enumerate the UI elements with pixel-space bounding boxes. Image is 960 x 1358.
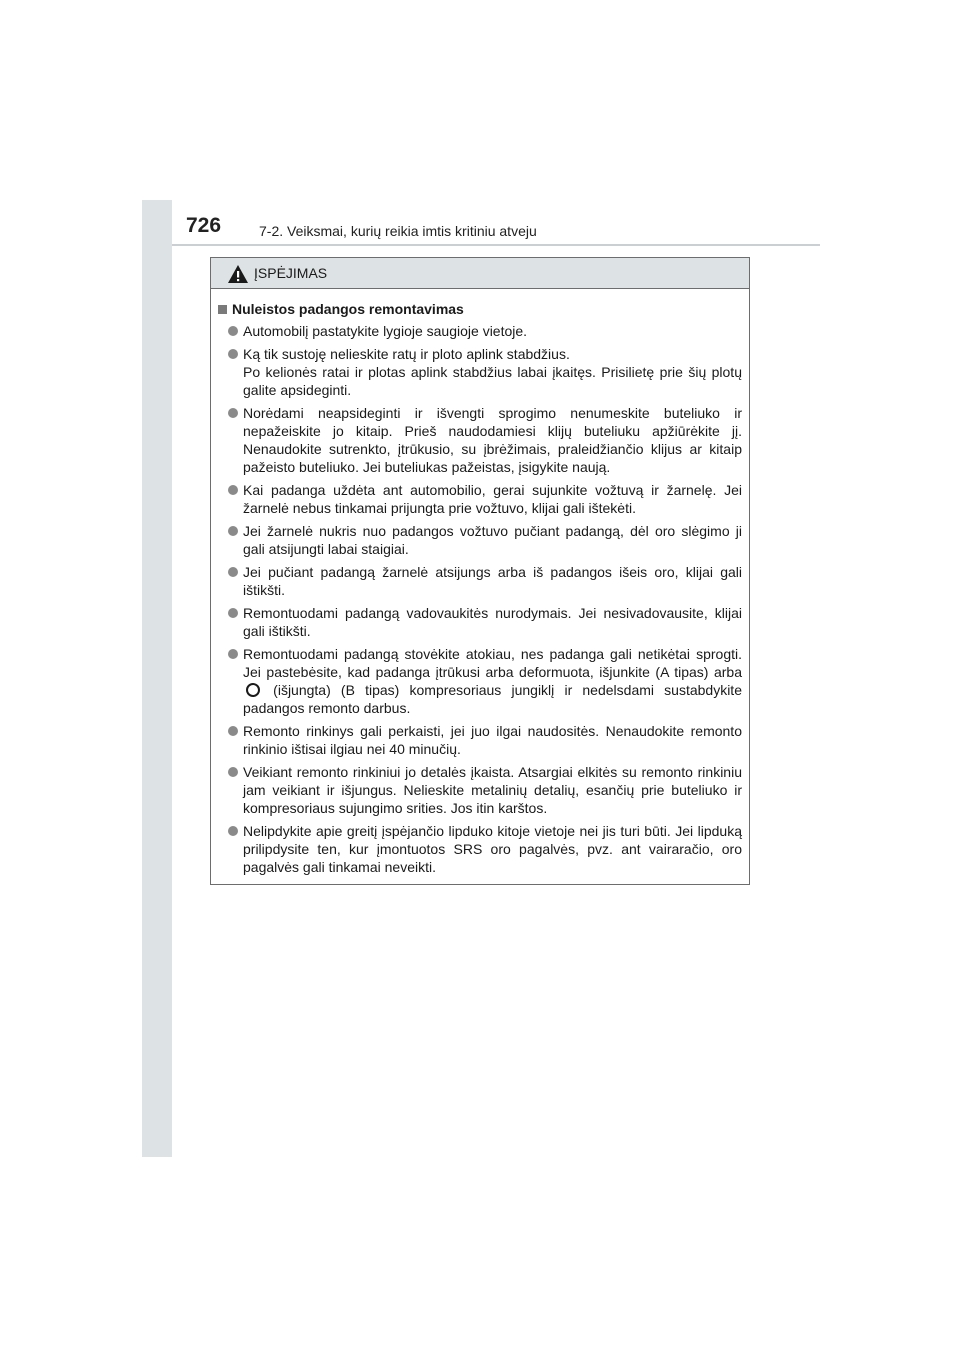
header-divider [172,244,820,246]
bullet-icon [228,826,238,836]
list-item [217,722,742,758]
list-item-text: (išjungta) (B tipas) kompresoriaus jungiklį ir nedelsdami sustabdykite padangos remonto darbus. [243,682,742,716]
list-item [217,404,742,476]
warning-body [211,289,749,876]
page-number: 726 [186,214,222,237]
bullet-icon [228,649,238,659]
off-circle-icon [246,683,260,697]
list-item [217,645,742,717]
list-item [217,345,742,399]
list-item-text: Automobilį pastatykite lygioje saugioje vietoje. [243,323,528,339]
list-item-text: Jei žarnelė nukris nuo padangos vožtuvo pučiant padangą, dėl oro slėgimo ji gali atsijungti labai staigiai. [243,523,742,557]
section-title: 7-2. Veiksmai, kurių reikia imtis kritiniu atveju [259,223,537,239]
bullet-icon [228,408,238,418]
bullet-icon [228,767,238,777]
list-item [217,522,742,558]
list-item [217,322,742,340]
bullet-icon [228,526,238,536]
list-item-text: Veikiant remonto rinkiniui jo detalės įkaista. Atsargiai elkitės su remonto rinkiniu jam veikiant ir išjungus. Nelieskite metalinių detalių, esančių prie buteliuko ir kompresoriaus sujungimo srities. Jos itin karštos. [243,764,742,816]
side-strip [142,200,172,1157]
list-item [217,604,742,640]
bullet-icon [228,608,238,618]
page-header [0,0,960,280]
bullet-icon [228,726,238,736]
list-item-text: Ką tik sustoję nelieskite ratų ir ploto aplink stabdžius. [243,346,570,362]
list-item-text: Norėdami neapsideginti ir išvengti sprogimo nenumeskite buteliuko ir nepažeiskite jo kitaip. Prieš naudodamiesi klijų buteliuku apžiūrėkite jį. Nenaudokite sutrenkto, įtrūkusio, su įbrėžimais, praleidžiančio klijus ar kitaip pažeisto buteliuko. Jei buteliukas pažeistas, įsigykite naują. [243,405,742,475]
bullet-icon [228,567,238,577]
list-item [217,822,742,876]
list-item-text: Remontuodami padangą vadovaukitės nurodymais. Jei nesivadovausite, klijai gali ištikšti. [243,605,742,639]
square-bullet-icon [218,305,227,314]
warning-header [211,258,749,289]
list-item-text: Nelipdykite apie greitį įspėjančio lipduko kitoje vietoje nei jis turi būti. Jei lipduką prilipdysite ten, kur įmontuotos SRS oro pagalvės, pvz. ant vairaračio, oro pagalvės gali tinkamai neveikti. [243,823,742,875]
bullet-icon [228,485,238,495]
warning-box [210,257,750,885]
list-item-text: Remonto rinkinys gali perkaisti, jei juo ilgai naudositės. Nenaudokite remonto rinkinio ištisai ilgiau nei 40 minučių. [243,723,742,757]
list-item [217,481,742,517]
list-item [217,563,742,599]
list-item [217,763,742,817]
warning-label: ĮSPĖJIMAS [254,265,328,281]
list-item-text: Remontuodami padangą stovėkite atokiau, nes padanga gali netikėtai sprogti. Jei pastebėsite, kad padanga įtrūkusi arba deformuota, išjunkite (A tipas) arba [243,646,742,680]
warning-list [217,322,742,876]
bullet-icon [228,349,238,359]
warning-triangle-icon [227,264,249,284]
list-item-text: Jei pučiant padangą žarnelė atsijungs arba iš padangos išeis oro, klijai gali ištikšti. [243,564,742,598]
list-item-text: Po kelionės ratai ir plotas aplink stabdžius labai įkaitęs. Prisilietę prie šių plotų galite apsideginti. [243,364,742,398]
warning-topic [217,301,742,317]
warning-topic-title: Nuleistos padangos remontavimas [232,301,464,317]
list-item-text: Kai padanga uždėta ant automobilio, gerai sujunkite vožtuvą ir žarnelę. Jei žarnelė nebus tinkamai prijungta prie vožtuvo, klijai gali ištekėti. [243,482,742,516]
bullet-icon [228,326,238,336]
